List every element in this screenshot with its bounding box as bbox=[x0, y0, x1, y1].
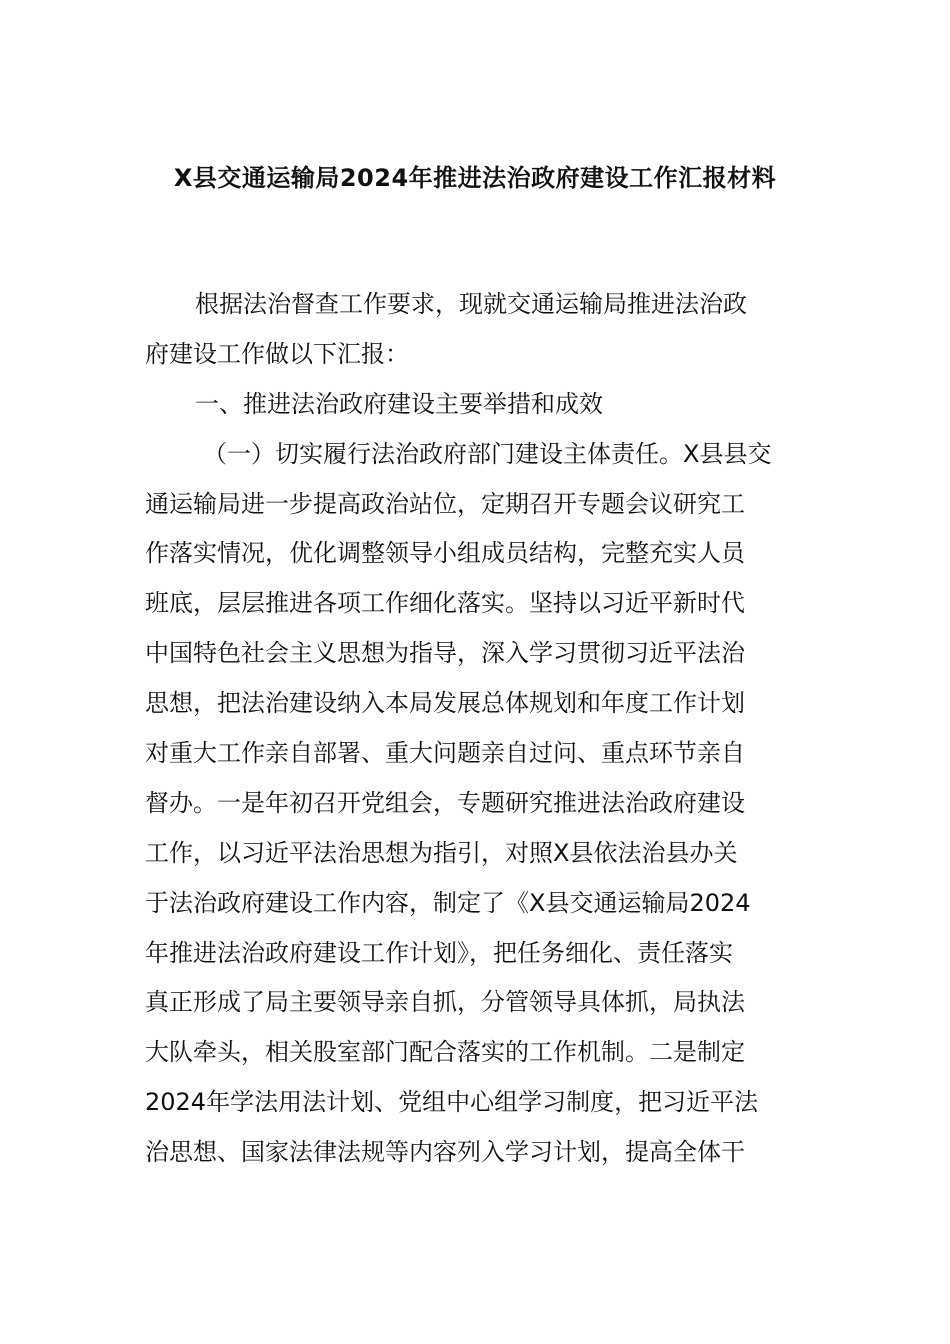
subsection-line: （一）切实履行法治政府部门建设主体责任。X县县交 bbox=[203, 439, 772, 468]
paragraph-line: 督办。一是年初召开党组会，专题研究推进法治政府建设 bbox=[145, 788, 745, 817]
paragraph-line: 治思想、国家法律法规等内容列入学习计划，提高全体干 bbox=[145, 1138, 745, 1167]
paragraph-line: 真正形成了局主要领导亲自抓，分管领导具体抓，局执法 bbox=[145, 988, 745, 1017]
paragraph-line: 对重大工作亲自部署、重大问题亲自过问、重点环节亲自 bbox=[145, 739, 745, 768]
paragraph-line: 大队牵头，相关股室部门配合落实的工作机制。二是制定 bbox=[145, 1038, 745, 1067]
paragraph-line: 班底，层层推进各项工作细化落实。坚持以习近平新时代 bbox=[145, 589, 745, 618]
paragraph-line: 根据法治督查工作要求，现就交通运输局推进法治政 bbox=[195, 290, 747, 318]
paragraph-line: 思想，把法治建设纳入本局发展总体规划和年度工作计划 bbox=[145, 689, 745, 718]
document-title: X县交通运输局2024年推进法治政府建设工作汇报材料 bbox=[173, 164, 777, 192]
paragraph-line: 中国特色社会主义思想为指导，深入学习贯彻习近平法治 bbox=[145, 639, 745, 668]
paragraph-line: 通运输局进一步提高政治站位，定期召开专题会议研究工 bbox=[145, 489, 745, 518]
paragraph-line: 府建设工作做以下汇报： bbox=[145, 339, 409, 368]
paragraph-line: 2024年学法用法计划、党组中心组学习制度，把习近平法 bbox=[145, 1088, 759, 1117]
paragraph-line: 于法治政府建设工作内容，制定了《X县交通运输局2024 bbox=[145, 888, 751, 917]
paragraph-line: 作落实情况，优化调整领导小组成员结构，完整充实人员 bbox=[145, 539, 745, 568]
document-body bbox=[145, 280, 810, 1178]
section-heading: 一、推进法治政府建设主要举措和成效 bbox=[195, 389, 603, 418]
paragraph-line: 年推进法治政府建设工作计划》，把任务细化、责任落实 bbox=[145, 938, 733, 967]
paragraph-line: 工作，以习近平法治思想为指引，对照X县依法治县办关 bbox=[145, 838, 738, 867]
